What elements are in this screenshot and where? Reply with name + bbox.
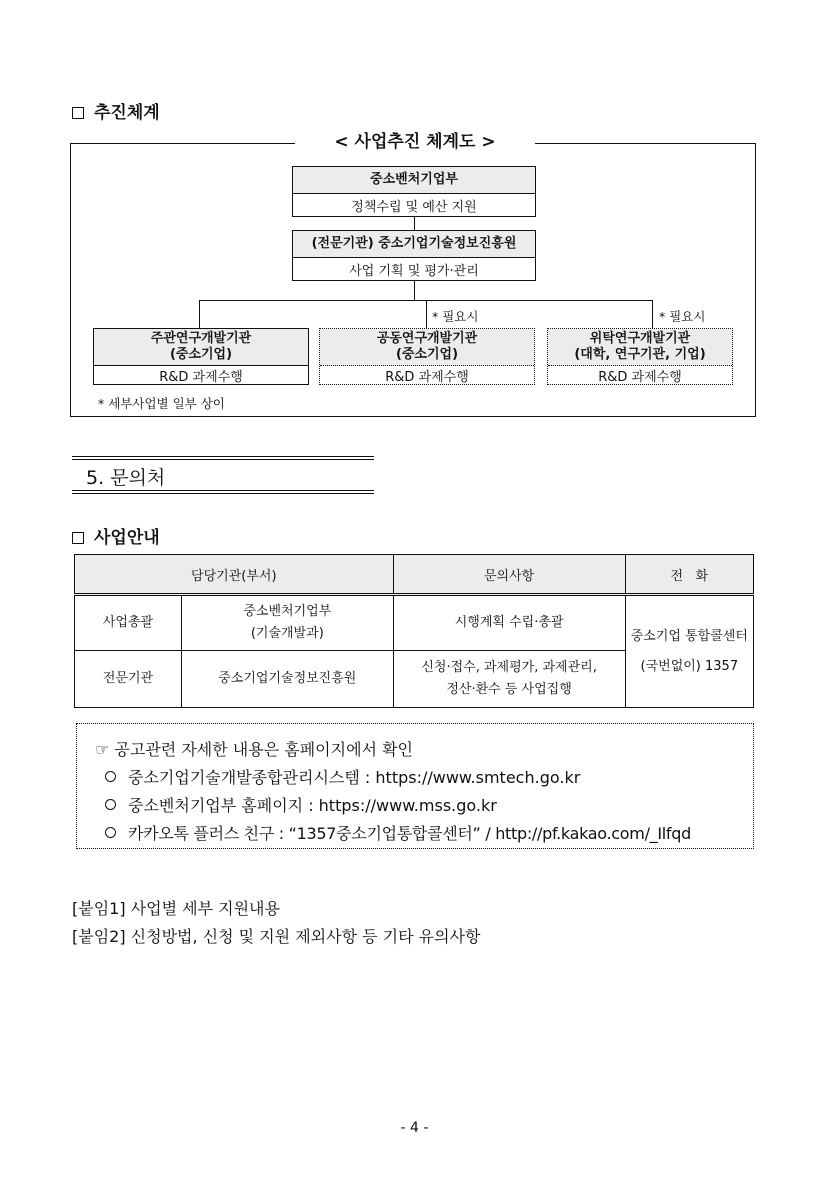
org-role: R&D 과제수행 [385,370,469,385]
contact-table [74,554,754,708]
circle-bullet-icon [105,799,116,810]
table-cell: 전문기관 [75,651,182,708]
org-role: R&D 과제수행 [598,370,682,385]
connector-line [426,300,427,328]
org-name: 주관연구개발기관 (중소기업) [94,329,308,366]
section-5-title: 5. 문의처 [86,467,166,489]
org-box-lead-rnd [93,328,309,385]
connector-line [414,217,415,230]
info-lead: ☞ 공고관련 자세한 내용은 홈페이지에서 확인 [95,740,413,759]
info-item: 카카오톡 플러스 친구 : “1357중소기업통합콜센터” / http://pf.kakao.com/_Ilfqd [105,821,691,844]
org-name: (전문기관) 중소기업기술정보진흥원 [293,231,535,258]
connector-line [652,300,653,328]
org-name: 중소벤처기업부 [293,167,535,194]
diagram-title: < 사업추진 체계도 > [295,128,535,156]
table-cell: 신청·접수, 과제평가, 과제관리, 정산·환수 등 사업집행 [393,651,625,708]
optional-note: * 필요시 [432,309,479,324]
section-5-header [72,456,374,494]
table-header: 전 화 [625,555,753,595]
table-cell: 사업총괄 [75,595,182,651]
org-role: 사업 기획 및 평가·관리 [349,264,479,279]
table-cell: 중소벤처기업부 (기술개발과) [182,595,394,651]
org-role: R&D 과제수행 [159,370,243,385]
org-box-agency [292,230,536,281]
org-box-consigned-rnd [547,328,733,385]
table-cell: 중소기업기술정보진흥원 [182,651,394,708]
org-name: 공동연구개발기관 (중소기업) [320,329,534,366]
attachment-item: [붙임1] 사업별 세부 지원내용 [72,899,280,918]
org-box-joint-rnd [319,328,535,385]
org-name: 위탁연구개발기관 (대학, 연구기관, 기업) [548,329,732,366]
square-bullet-icon [72,107,84,119]
org-role: 정책수립 및 예산 지원 [351,200,477,215]
org-box-ministry [292,166,536,217]
square-bullet-icon [72,532,84,544]
circle-bullet-icon [105,771,116,782]
info-item: 중소기업기술개발종합관리시스템 : https://www.smtech.go.kr [105,765,580,788]
optional-note: * 필요시 [659,309,706,324]
table-cell: 시행계획 수립·총괄 [393,595,625,651]
section-heading-guide: 사업안내 [72,523,160,548]
table-header: 담당기관(부서) [75,555,394,595]
table-header: 문의사항 [393,555,625,595]
table-cell-phone: 중소기업 통합콜센터 (국번없이) 1357 [625,595,753,708]
connector-line [199,300,200,328]
info-item: 중소벤처기업부 홈페이지 : https://www.mss.go.kr [105,793,497,816]
section-heading-promotion: 추진체계 [72,98,160,123]
connector-line [414,281,415,301]
attachment-item: [붙임2] 신청방법, 신청 및 지원 제외사항 등 기타 유의사항 [72,927,481,946]
table-row [75,595,754,651]
homepage-info-box [76,723,754,849]
diagram-footnote: * 세부사업별 일부 상이 [98,396,225,411]
page-number: - 4 - [400,1120,429,1136]
circle-bullet-icon [105,827,116,838]
